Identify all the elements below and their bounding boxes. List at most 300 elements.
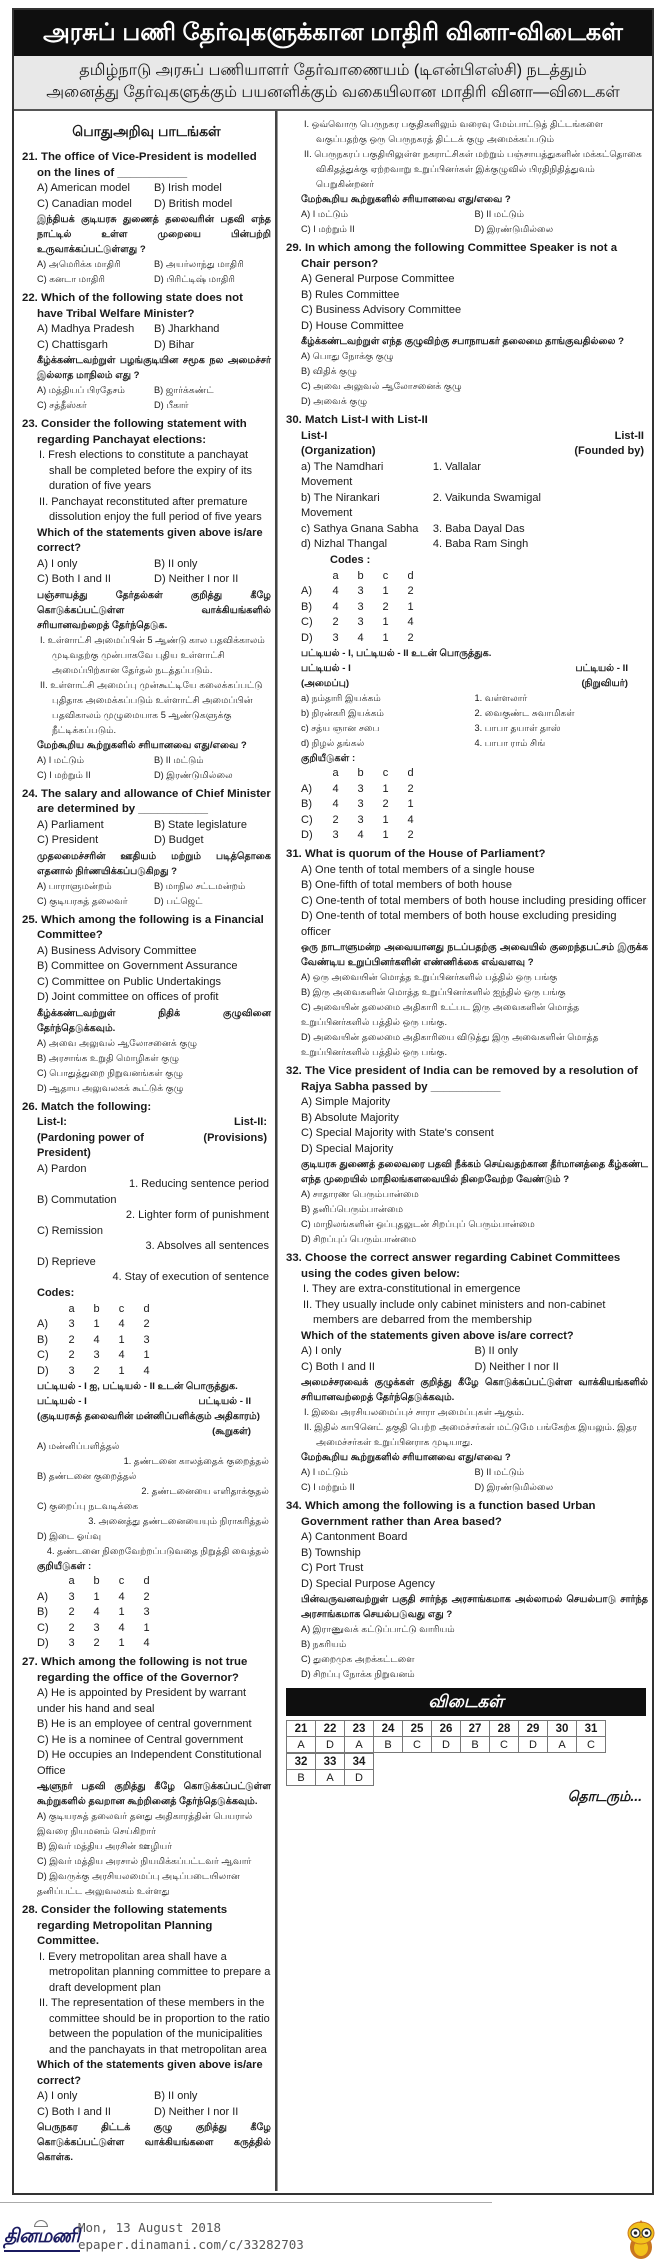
option[interactable]: C) Business Advisory Committee xyxy=(301,304,462,316)
option[interactable]: D) Budget xyxy=(154,834,204,846)
tamil-match-left: C) குறைப்பு நடவடிக்கை xyxy=(37,1500,139,1511)
option[interactable]: A) American model xyxy=(37,182,130,194)
option[interactable]: D) இவருக்கு அரசியலமைப்பு அடிப்படையிலான தனிப்பட்ட அலுவலகம் உள்ளது xyxy=(37,1871,240,1896)
code-value: 1 xyxy=(382,782,389,795)
code-value: 1 xyxy=(382,585,389,598)
statement: II. The representation of these members in the committee should be in proportion to the ratio between the population of the municipalities and the panchayats in that metropolitan area xyxy=(39,1997,270,2056)
tamil-match-right: 2. தண்டனையை எளிதாக்குதல் xyxy=(141,1485,269,1496)
option[interactable]: A) I only xyxy=(37,557,78,570)
match-pair xyxy=(286,522,648,538)
tamil-match-left: A) மன்னிப்பளித்தல் xyxy=(37,1440,120,1451)
code-value: 4 xyxy=(118,1349,125,1362)
option[interactable]: D) Neither I nor II xyxy=(474,1360,559,1373)
tamil-question: இந்தியக் குடியரசு துணைத் தலைவரின் பதவி எந்த நாட்டில் உள்ள முறையை பின்பற்றி உருவாக்கப்பட்டுள்ளது ? xyxy=(37,214,271,255)
code-header: b xyxy=(357,569,364,582)
option[interactable]: D) சிறப்பு நோக்க நிறுவனம் xyxy=(301,1669,415,1679)
option[interactable]: C) Both I and II xyxy=(37,2105,111,2118)
question-number: 24. xyxy=(22,787,38,800)
option[interactable]: D) சிறப்புப் பெரும்பான்மை xyxy=(301,1234,417,1244)
option[interactable]: C) Committee on Public Undertakings xyxy=(37,975,222,988)
option-row xyxy=(22,572,271,588)
tamil-match-pair xyxy=(286,736,648,751)
page-title: அரசுப் பணி தேர்வுகளுக்கான மாதிரி வினா-விடைகள் xyxy=(14,10,652,56)
tamil-list2-subtitle: (கூறுகள்) xyxy=(212,1425,251,1437)
option[interactable]: D) அவைக் குழு xyxy=(301,396,368,406)
option[interactable]: A) I மட்டும் xyxy=(301,209,349,219)
option[interactable]: D) பீகார் xyxy=(154,400,189,410)
question-number: 33. xyxy=(286,1252,302,1264)
code-row[interactable] xyxy=(37,1317,159,1333)
answer-value-cell: C xyxy=(490,1737,519,1753)
option[interactable]: A) இராணுவக் கட்டுப்பாட்டு வாரியம் xyxy=(301,1624,455,1634)
option[interactable]: A) Business Advisory Committee xyxy=(37,944,197,957)
option[interactable]: C) President xyxy=(37,834,99,846)
code-value: 3 xyxy=(68,1637,75,1650)
tamil-list1-subtitle: (குடியரசுத் தலைவரின் மன்னிப்பளிக்கும் அதிகாரம்) xyxy=(37,1410,260,1422)
tamil-list2-title: பட்டியல் - II xyxy=(575,662,628,674)
question-number: 26. xyxy=(22,1100,38,1113)
option[interactable]: B) II மட்டும் xyxy=(474,1467,525,1477)
option[interactable]: D) Neither I nor II xyxy=(154,573,239,585)
option[interactable]: A) Cantonment Board xyxy=(301,1531,408,1543)
option[interactable]: A) Simple Majority xyxy=(301,1096,391,1108)
option[interactable]: C) இவர் மத்திய அரசால் நியமிக்கப்பட்டவர் ஆவார் xyxy=(37,1856,252,1866)
option[interactable]: B) தனிப்பெரும்பான்மை xyxy=(301,1204,404,1214)
option[interactable]: D) பட்ஜெட் xyxy=(154,895,203,906)
question-heading xyxy=(286,1251,648,1282)
answer-value-cell: B xyxy=(287,1770,316,1786)
option-row xyxy=(22,197,271,213)
code-row[interactable] xyxy=(301,797,423,813)
tamil-match-right: 4. தண்டனை நிறைவேற்றப்படுவதை நிறுத்தி வைத்தல் xyxy=(46,1545,269,1556)
subtitle-line-2: அனைத்து தேர்வுகளுக்கும் பயனளிக்கும் வகையிலான மாதிரி வினா—விடைகள் xyxy=(46,84,620,101)
option-row xyxy=(22,557,271,573)
codes-label: Codes : xyxy=(330,553,371,566)
answer-number-cell: 21 xyxy=(287,1721,316,1737)
code-value: 2 xyxy=(68,1621,75,1634)
code-value: 3 xyxy=(93,1349,100,1362)
code-row[interactable] xyxy=(301,615,423,631)
option[interactable]: D) பிரிட்டிஷ் மாதிரி xyxy=(154,274,236,284)
code-value: 4 xyxy=(332,600,339,613)
list-subtitles xyxy=(286,444,648,460)
code-value: 4 xyxy=(143,1364,150,1377)
codes-corner xyxy=(301,766,323,782)
tamil-match-left: a) நம்தாரி இயக்கம் xyxy=(301,692,381,703)
tamil-question: கீழ்க்கண்டவற்றுள் எந்த குழுவிற்கு சபாநாயகர் தலைமை தாங்குவதில்லை ? xyxy=(301,336,625,347)
question-24 xyxy=(22,787,271,909)
option[interactable]: D) Joint committee on offices of profit xyxy=(37,991,219,1003)
question-23 xyxy=(22,417,271,783)
code-label: D) xyxy=(37,1637,49,1650)
code-row[interactable] xyxy=(301,828,423,844)
dinamani-logo[interactable] xyxy=(4,2220,80,2252)
statement: I. They are extra-constitutional in emergence xyxy=(303,1283,521,1295)
option-row xyxy=(22,322,271,338)
option[interactable]: A) குடியரசுத் தலைவர் தனது அதிகாரத்தின் பெயரால் இவரை நியமனம் செய்கிறார் xyxy=(37,1811,253,1836)
option[interactable]: A) பாராளுமன்றம் xyxy=(37,880,112,891)
question-text: Match the following: xyxy=(41,1100,152,1113)
code-value: 2 xyxy=(407,782,414,795)
list1-title: List-I: xyxy=(37,1116,67,1128)
option[interactable]: B) II மட்டும் xyxy=(154,754,204,765)
codes-table xyxy=(301,766,423,844)
footer-divider xyxy=(0,2202,492,2203)
option[interactable]: B) State legislature xyxy=(154,818,247,831)
option[interactable]: B) Township xyxy=(301,1546,361,1559)
statement: II. They usually include only cabinet ministers and non-cabinet members are debarred from the membership xyxy=(303,1298,606,1326)
answer-number-cell: 33 xyxy=(316,1754,345,1770)
option[interactable]: A) பொது நோக்கு குழு xyxy=(301,351,394,361)
code-row[interactable] xyxy=(37,1589,159,1605)
code-row[interactable] xyxy=(37,1363,159,1379)
code-value: 4 xyxy=(357,829,364,842)
option[interactable]: B) Rules Committee xyxy=(301,288,400,301)
list-subtitles xyxy=(22,1131,271,1162)
answers-heading: விடைகள் xyxy=(286,1688,646,1716)
option[interactable]: B) இரு அவைகளின் மொத்த உறுப்பினர்களில் ஐந்தில் ஒரு பங்கு xyxy=(301,987,566,997)
question-heading xyxy=(22,417,271,448)
codes-corner xyxy=(37,1574,59,1590)
code-header: c xyxy=(382,767,389,780)
option[interactable]: A) I only xyxy=(37,2090,78,2102)
option[interactable]: B) II only xyxy=(154,557,198,570)
code-label: B) xyxy=(301,798,312,811)
option[interactable]: C) அவை அலுவல் ஆலோசனைக் குழு xyxy=(301,381,462,391)
option[interactable]: D) ஆதாய அலுவலகக் கூட்டுக் குழு xyxy=(37,1082,184,1093)
code-row[interactable] xyxy=(301,781,423,797)
option[interactable]: A) அவை அலுவல் ஆலோசனைக் குழு xyxy=(37,1037,198,1048)
answer-value-cell: A xyxy=(316,1770,345,1786)
tamil-match-left: c) சத்ய ஞான சபை xyxy=(301,722,380,733)
option[interactable]: D) He occupies an Independent Constitutional Office xyxy=(37,1749,262,1777)
question-text: What is quorum of the House of Parliament? xyxy=(305,848,546,860)
match-pair xyxy=(286,491,648,522)
list2-title: List-II xyxy=(614,429,644,442)
tamil-question: முதலமைச்சரின் ஊதியம் மற்றும் படித்தொகை எதனால் நிர்ணயிக்கப்படுகிறது ? xyxy=(37,850,271,877)
code-value: 2 xyxy=(93,1364,100,1377)
question-heading xyxy=(286,1064,648,1095)
answer-value-row xyxy=(287,1737,606,1753)
option[interactable]: C) I மற்றும் II xyxy=(37,769,91,780)
code-value: 2 xyxy=(332,616,339,629)
option[interactable]: B) II only xyxy=(474,1345,518,1357)
option-row xyxy=(286,1360,648,1376)
option-row xyxy=(22,768,271,783)
option[interactable]: A) மத்தியப் பிரதேசம் xyxy=(37,385,126,395)
answer-number-cell: 24 xyxy=(374,1721,403,1737)
tamil-question: பின்வருவனவற்றுள் பகுதி சார்ந்த அரசாங்கமாக அல்லாமல் செயல்பாடு சார்ந்த அரசாங்கமாக செயல்படுவது எது ? xyxy=(301,1594,648,1620)
list2-subtitle: (Provisions) xyxy=(203,1131,267,1144)
tamil-list-titles xyxy=(286,661,648,676)
code-row[interactable] xyxy=(37,1636,159,1652)
tamil-statement: I. உள்ளாட்சி அமைப்பின் 5 ஆண்டு கால பதவிக்காலம் முடிவதற்கு முன்பாகவே புதிய உள்ளாட்சி அமைப்பிற்கான தேர்தல் நடத்தப்படும். xyxy=(40,634,265,675)
code-row[interactable] xyxy=(37,1348,159,1364)
list1-title: List-I xyxy=(301,429,328,442)
question-number: 23. xyxy=(22,418,38,430)
code-label: D) xyxy=(37,1364,49,1377)
match-left: b) The Nirankari Movement xyxy=(301,491,380,519)
option[interactable]: B) அயர்லாந்து மாதிரி xyxy=(154,259,244,269)
tamil-match-left: D) இடை ஓய்வு xyxy=(37,1530,102,1541)
option[interactable]: B) He is an employee of central government xyxy=(37,1718,252,1730)
option[interactable]: C) Special Majority with State's consent xyxy=(301,1127,494,1139)
code-label: A) xyxy=(301,782,312,795)
code-value: 4 xyxy=(93,1333,100,1346)
option[interactable]: B) Committee on Government Assurance xyxy=(37,960,238,972)
option-row xyxy=(286,1344,648,1360)
option[interactable]: C) I மற்றும் II xyxy=(301,1482,355,1492)
code-value: 2 xyxy=(68,1606,75,1619)
question-text: Consider the following statements regarding Metropolitan Planning Committee. xyxy=(37,1904,228,1947)
option[interactable]: A) General Purpose Committee xyxy=(301,273,455,285)
answer-number-cell: 27 xyxy=(461,1721,490,1737)
code-value: 4 xyxy=(332,782,339,795)
code-value: 4 xyxy=(93,1606,100,1619)
tamil-list1-title: பட்டியல் - I xyxy=(37,1395,87,1407)
option-row xyxy=(22,181,271,197)
option[interactable]: C) அவையின் தலைமை அதிகாரி உட்பட இரு அவைகளின் மொத்த உறுப்பினர்களில் பத்தில் ஒரு பங்கு. xyxy=(301,1002,580,1027)
code-label: C) xyxy=(37,1621,49,1634)
code-value: 3 xyxy=(93,1621,100,1634)
code-value: 1 xyxy=(407,600,414,613)
code-row[interactable] xyxy=(301,812,423,828)
question-number: 21. xyxy=(22,151,38,163)
question-heading xyxy=(286,847,648,863)
option[interactable]: D) Special Majority xyxy=(301,1142,394,1155)
option[interactable]: B) Irish model xyxy=(154,182,222,194)
option[interactable]: D) Neither I nor II xyxy=(154,2105,239,2118)
option[interactable]: D) இரண்டுமில்லை xyxy=(154,769,233,780)
code-value: 2 xyxy=(332,813,339,826)
option[interactable]: D) Bihar xyxy=(154,338,195,351)
question-heading xyxy=(22,150,271,181)
question-heading xyxy=(286,413,648,429)
tamil-list2-subtitle: (நிறுவியர்) xyxy=(581,677,628,689)
codes-label: Codes: xyxy=(37,1286,75,1299)
question-text: The office of Vice-President is modelled on the lines of ___________ xyxy=(37,151,257,179)
code-value: 3 xyxy=(357,600,364,613)
question-21 xyxy=(22,150,271,287)
option[interactable]: B) II மட்டும் xyxy=(474,209,525,219)
answer-value-cell: A xyxy=(548,1737,577,1753)
code-row[interactable] xyxy=(37,1605,159,1621)
code-value: 3 xyxy=(143,1606,150,1619)
option[interactable]: D) இரண்டுமில்லை xyxy=(474,1482,554,1492)
answer-number-cell: 30 xyxy=(548,1721,577,1737)
list2-subtitle: (Founded by) xyxy=(574,445,644,457)
tamil-match-left: b) நிரன்கரி இயக்கம் xyxy=(301,707,384,718)
tamil-question: அமைச்சரவைக் குழுக்கள் குறித்து கீழே கொடுக்கப்பட்டுள்ள வாக்கியங்களில் சரியானவற்றைத் தேர்ந்தெடுக்கவும். xyxy=(301,1377,648,1403)
code-header: d xyxy=(143,1302,150,1315)
tamil-sub-question: மேற்கூறிய கூற்றுகளில் சரியானவை எது/எவை ? xyxy=(301,194,511,205)
code-value: 2 xyxy=(382,600,389,613)
option-row xyxy=(22,2105,271,2121)
answer-value-row xyxy=(287,1770,374,1786)
tamil-statement: II. இதில் காபினெட் தகுதி பெற்ற அமைச்சர்கள் மட்டுமே பங்கேற்க இயலும். இதர அமைச்சர்கள் உறுப்பினராக முடியாது. xyxy=(304,1422,637,1447)
option[interactable]: B) விதிக் குழு xyxy=(301,366,358,376)
code-value: 3 xyxy=(68,1318,75,1331)
option[interactable]: B) ஜார்க்கண்ட் xyxy=(154,385,214,395)
question-heading xyxy=(22,291,271,322)
code-value: 3 xyxy=(68,1364,75,1377)
code-header: b xyxy=(93,1302,100,1315)
code-header: a xyxy=(68,1302,75,1315)
option[interactable]: B) இவர் மத்திய அரசின் ஊழியர் xyxy=(37,1841,173,1851)
sub-question: Which of the statements given above is/are correct? xyxy=(37,526,263,554)
code-value: 3 xyxy=(143,1333,150,1346)
code-value: 2 xyxy=(407,585,414,598)
question-31 xyxy=(286,847,648,1060)
code-value: 1 xyxy=(118,1637,125,1650)
option[interactable]: A) I only xyxy=(301,1345,342,1357)
answer-value-cell: D xyxy=(316,1737,345,1753)
option[interactable]: A) சாதாரண பெரும்பான்மை xyxy=(301,1189,419,1199)
option[interactable]: B) Absolute Majority xyxy=(301,1111,399,1124)
option[interactable]: C) பொதுத்துறை நிறுவனங்கள் குழு xyxy=(37,1067,184,1078)
codes-table xyxy=(301,568,423,646)
option[interactable]: C) கனடா மாதிரி xyxy=(37,274,106,284)
code-row[interactable] xyxy=(37,1332,159,1348)
sub-question: Which of the statements given above is/are correct? xyxy=(37,2059,263,2087)
option[interactable]: B) Jharkhand xyxy=(154,323,220,335)
option[interactable]: A) ஒரு அவையின் மொத்த உறுப்பினர்களில் பத்தில் ஒரு பங்கு xyxy=(301,972,558,982)
option[interactable]: A) He is appointed by President by warrant under his hand and seal xyxy=(37,1687,247,1715)
epaper-url[interactable]: epaper.dinamani.com/c/33282703 xyxy=(78,2237,304,2252)
match-left: c) Sathya Gnana Sabha xyxy=(301,522,419,535)
code-header: c xyxy=(118,1302,125,1315)
answer-number-cell: 34 xyxy=(345,1754,374,1770)
option-row xyxy=(22,818,271,834)
answer-number-row xyxy=(287,1754,374,1770)
option-row xyxy=(286,1480,648,1495)
code-value: 2 xyxy=(68,1333,75,1346)
question-32 xyxy=(286,1064,648,1247)
tamil-match-pair xyxy=(286,691,648,706)
option[interactable]: A) Madhya Pradesh xyxy=(37,323,135,335)
code-value: 1 xyxy=(382,829,389,842)
answer-table-2 xyxy=(286,1753,374,1786)
code-row[interactable] xyxy=(37,1620,159,1636)
option[interactable]: C) Chattisgarh xyxy=(37,338,108,351)
option[interactable]: C) He is a nominee of Central government xyxy=(37,1733,244,1746)
list-titles xyxy=(286,429,648,445)
option[interactable]: C) மாநிலங்களின் ஒப்புதலுடன் சிறப்புப் பெரும்பான்மை xyxy=(301,1219,535,1229)
option[interactable]: B) நகரியம் xyxy=(301,1639,347,1649)
option[interactable]: C) துறைமுக அறக்கட்டளை xyxy=(301,1654,415,1664)
option[interactable]: D) இரண்டுமில்லை xyxy=(474,224,554,234)
option[interactable]: D) House Committee xyxy=(301,319,404,332)
code-value: 4 xyxy=(332,798,339,811)
option[interactable]: B) அரசாங்க உறுதி மொழிகள் குழு xyxy=(37,1052,180,1063)
question-heading xyxy=(22,1903,271,1950)
continued-label: தொடரும்... xyxy=(567,1788,642,1804)
tamil-question: குடியரசு துணைத் தலைவரை பதவி நீக்கம் செய்வதற்கான தீர்மானத்தை கீழ்கண்ட எந்த முறையில் மாநிலங்களவையில் நிறைவேற்ற வேண்டும் ? xyxy=(301,1159,648,1185)
tamil-match-right: 3. பாபா தயாள் தாஸ் xyxy=(474,722,561,733)
code-row[interactable] xyxy=(301,630,423,646)
question-27 xyxy=(22,1655,271,1899)
question-30 xyxy=(286,413,648,843)
question-text: In which among the following Committee Speaker is not a Chair person? xyxy=(301,242,618,270)
tamil-question: பட்டியல் - I ஐ, பட்டியல் - II உடன் பொருத்துக. xyxy=(37,1380,238,1392)
option[interactable]: A) One tenth of total members of a single house xyxy=(301,863,535,876)
answer-value-cell: A xyxy=(287,1737,316,1753)
code-value: 4 xyxy=(143,1637,150,1650)
question-33 xyxy=(286,1251,648,1495)
option[interactable]: D) அவையின் தலைமை அதிகாரியை விடுத்து இரு அவைகளின் மொத்த உறுப்பினர்களில் பத்தில் ஒரு பங்கு. xyxy=(301,1032,599,1057)
code-row[interactable] xyxy=(301,584,423,600)
match-right: 3. Absolves all sentences xyxy=(145,1240,269,1252)
code-value: 4 xyxy=(118,1318,125,1331)
option[interactable]: D) One-tenth of total members of both house excluding presiding officer xyxy=(301,910,617,938)
code-value: 3 xyxy=(357,616,364,629)
question-text: Choose the correct answer regarding Cabinet Committees using the codes given below: xyxy=(301,1252,621,1280)
answer-key xyxy=(286,1720,648,1807)
code-header: c xyxy=(118,1575,125,1588)
option[interactable]: C) சத்தீஸ்கர் xyxy=(37,400,87,410)
option[interactable]: C) Both I and II xyxy=(37,573,111,585)
list2-title: List-II: xyxy=(234,1116,267,1128)
option[interactable]: C) One-tenth of total members of both house including presiding officer xyxy=(301,894,647,907)
option[interactable]: A) I மட்டும் xyxy=(301,1467,349,1477)
option[interactable]: B) II only xyxy=(154,2090,198,2102)
option[interactable]: A) I மட்டும் xyxy=(37,754,85,765)
code-value: 2 xyxy=(93,1637,100,1650)
option[interactable]: B) One-fifth of total members of both house xyxy=(301,879,512,891)
option[interactable]: C) Both I and II xyxy=(301,1360,375,1373)
option[interactable]: C) Port Trust xyxy=(301,1562,364,1574)
question-29 xyxy=(286,241,648,409)
option[interactable]: C) குடியரசுத் தலைவர் xyxy=(37,895,128,906)
code-value: 3 xyxy=(332,631,339,644)
question-number: 28. xyxy=(22,1904,38,1916)
code-value: 4 xyxy=(332,585,339,598)
code-value: 1 xyxy=(118,1333,125,1346)
statement: I. Fresh elections to constitute a panchayat shall be completed before the expiry of its duration of five years xyxy=(39,449,253,492)
option[interactable]: B) மாநில சட்டமன்றம் xyxy=(154,880,246,891)
question-text: Consider the following statement with regarding Panchayat elections: xyxy=(37,418,247,446)
question-heading xyxy=(22,913,271,944)
code-label: B) xyxy=(37,1333,48,1346)
code-row[interactable] xyxy=(301,599,423,615)
code-value: 3 xyxy=(357,585,364,598)
option[interactable]: D) British model xyxy=(154,197,233,210)
question-text: The Vice president of India can be removed by a resolution of Rajya Sabha passed by ___________ xyxy=(301,1065,638,1093)
option[interactable]: D) Special Purpose Agency xyxy=(301,1577,435,1590)
tamil-question: ஒரு நாடாளுமன்ற அவையானது நடப்பதற்கு அவையில் குறைந்தபட்சம் இருக்க வேண்டிய உறுப்பினர்களின் எண்ணிக்கை எவ்வளவு ? xyxy=(301,942,648,968)
code-value: 2 xyxy=(143,1318,150,1331)
option[interactable]: A) அமெரிக்க மாதிரி xyxy=(37,259,121,269)
code-value: 4 xyxy=(118,1621,125,1634)
code-value: 2 xyxy=(68,1349,75,1362)
code-value: 1 xyxy=(93,1590,100,1603)
question-text: Which among the following is a Financial Committee? xyxy=(37,913,264,941)
page-subtitle xyxy=(14,56,652,111)
code-header: a xyxy=(332,569,339,582)
answer-number-row xyxy=(287,1721,606,1737)
tamil-statement: II. பெருநகரப் பகுதியிலுள்ள நகராட்சிகள் மற்றும் பஞ்சாயத்துகளின் மக்கட்தொகை விகிதத்துக்கு ஏற்றவாறு உறுப்பினர்கள் இக்குழுவில் பிரதிநிதித்துவம் பெறுகின்றனர் xyxy=(304,149,642,189)
owl-icon xyxy=(626,2220,656,2260)
question-text: Which among the following is a function based Urban Government rather than Area based? xyxy=(301,1500,596,1528)
tamil-question: ஆளுநர் பதவி குறித்து கீழே கொடுக்கப்பட்டுள்ள கூற்றுகளில் தவறான கூற்றினைத் தேர்ந்தெடுக்கவும். xyxy=(37,1781,271,1807)
option[interactable]: C) I மற்றும் II xyxy=(301,224,355,234)
question-text: Which of the following state does not have Tribal Welfare Minister? xyxy=(37,292,243,320)
option[interactable]: C) Canadian model xyxy=(37,197,132,210)
tamil-list1-title: பட்டியல் - I xyxy=(301,662,351,674)
question-26 xyxy=(22,1100,271,1652)
match-right: 2. Vaikunda Swamigal xyxy=(432,491,541,504)
option[interactable]: A) Parliament xyxy=(37,818,104,831)
